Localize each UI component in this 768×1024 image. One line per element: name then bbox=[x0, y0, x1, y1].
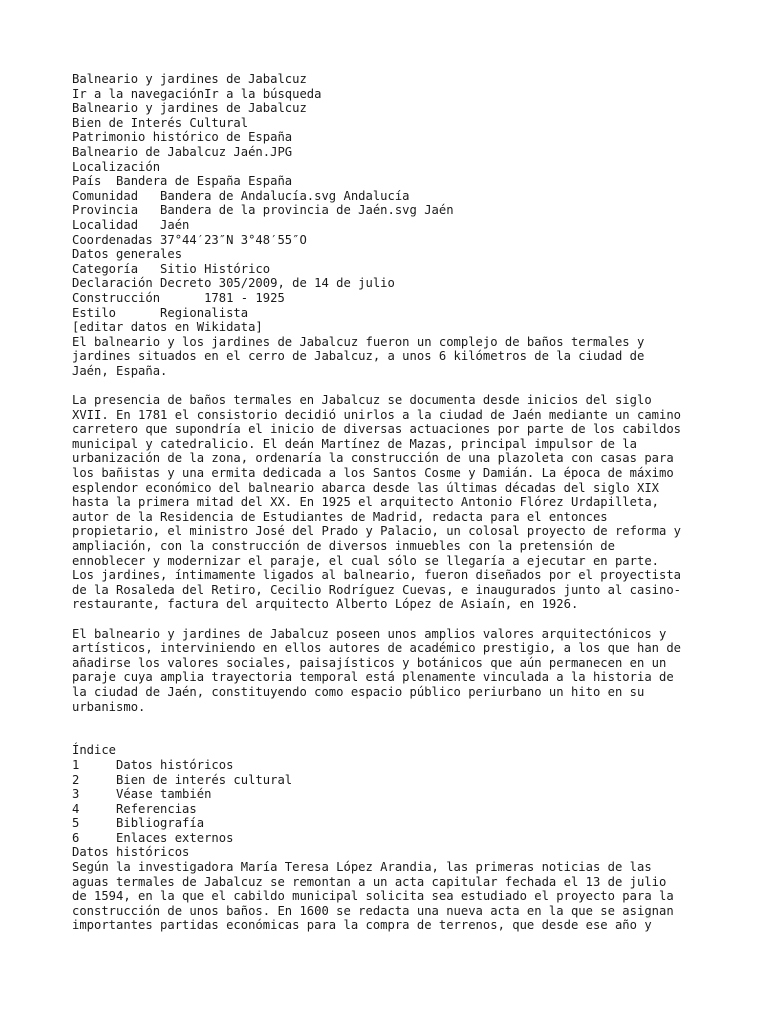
text-line: XVII. En 1781 el consistorio decidió unirlos a la ciudad de Jaén mediante un camino bbox=[72, 407, 682, 422]
section-heading-history: Datos históricos bbox=[72, 845, 190, 860]
text-line: esplendor económico del balneario abarca desde las últimas décadas del siglo XIX bbox=[72, 480, 659, 495]
text-line: hasta la primera mitad del XX. En 1925 el arquitecto Antonio Flórez Urdapilleta, bbox=[72, 495, 659, 510]
text-line: Según la investigadora María Teresa López Arandia, las primeras noticias de las bbox=[72, 860, 652, 875]
infobox-row-category: Categoría Sitio Histórico bbox=[72, 261, 271, 276]
text-line: municipal y catedralicio. El deán Martínez de Mazas, principal impulsor de la bbox=[72, 436, 637, 451]
article-title: Balneario y jardines de Jabalcuz bbox=[72, 72, 307, 86]
infobox-row-coordinates: Coordenadas 37°44′23″N 3°48′55″O bbox=[72, 232, 307, 247]
values-paragraph bbox=[72, 627, 712, 715]
toc-item-4[interactable]: 4 Referencias bbox=[72, 801, 197, 816]
skip-links: Ir a la navegaciónIr a la búsqueda bbox=[72, 86, 322, 101]
infobox-row-locality: Localidad Jaén bbox=[72, 217, 190, 232]
text-line: los bañistas y una ermita dedicada a los Santos Cosme y Damián. La época de máximo bbox=[72, 466, 674, 481]
table-of-contents bbox=[72, 743, 712, 860]
text-line: Los jardines, íntimamente ligados al balneario, fueron diseñados por el proyectista bbox=[72, 568, 682, 583]
paragraph-gap bbox=[72, 612, 712, 627]
paragraph-gap bbox=[72, 378, 712, 393]
infobox-title: Balneario y jardines de Jabalcuz bbox=[72, 101, 307, 116]
section-gap bbox=[72, 714, 712, 743]
text-line: El balneario y los jardines de Jabalcuz fueron un complejo de baños termales y bbox=[72, 334, 645, 349]
text-line: Jaén, España. bbox=[72, 363, 168, 378]
text-line: ennoblecer y modernizar el paraje, el cual sólo se llegaría a ejecutar en parte. bbox=[72, 553, 659, 568]
text-line: jardines situados en el cerro de Jabalcuz, a unos 6 kilómetros de la ciudad de bbox=[72, 349, 645, 364]
infobox-row-style: Estilo Regionalista bbox=[72, 305, 249, 320]
infobox-subcategory: Patrimonio histórico de España bbox=[72, 130, 293, 145]
infobox-image-caption: Balneario de Jabalcuz Jaén.JPG bbox=[72, 144, 293, 159]
text-line: artísticos, interviniendo en ellos autores de académico prestigio, a los que han de bbox=[72, 641, 682, 656]
infobox-row-declaration: Declaración Decreto 305/2009, de 14 de julio bbox=[72, 276, 395, 291]
infobox-row-country: País Bandera de España España bbox=[72, 174, 293, 189]
text-line: importantes partidas económicas para la compra de terrenos, que desde ese año y bbox=[72, 918, 652, 933]
infobox-category: Bien de Interés Cultural bbox=[72, 115, 249, 130]
toc-item-3[interactable]: 3 Véase también bbox=[72, 787, 212, 802]
text-line: ampliación, con la construcción de diversos inmuebles con la pretensión de bbox=[72, 539, 615, 553]
text-line: carretero que supondría el inicio de diversas actuaciones por parte de los cabildos bbox=[72, 422, 682, 437]
toc-title: Índice bbox=[72, 743, 117, 758]
infobox-section-location: Localización bbox=[72, 159, 161, 174]
infobox-section-general: Datos generales bbox=[72, 247, 183, 262]
text-line: urbanismo. bbox=[72, 699, 146, 714]
text-line: urbanización de la zona, ordenaría la construcción de una plazoleta con casas para bbox=[72, 451, 674, 466]
toc-item-1[interactable]: 1 Datos históricos bbox=[72, 757, 234, 772]
infobox-row-province: Provincia Bandera de la provincia de Jaén.svg Jaén bbox=[72, 203, 454, 218]
intro-paragraph bbox=[72, 335, 712, 379]
infobox bbox=[72, 72, 712, 335]
toc-item-5[interactable]: 5 Bibliografía bbox=[72, 816, 205, 831]
history-section-paragraph bbox=[72, 860, 712, 933]
text-line: restaurante, factura del arquitecto Alberto López de Asiaín, en 1926. bbox=[72, 597, 579, 612]
toc-item-6[interactable]: 6 Enlaces externos bbox=[72, 830, 234, 845]
history-paragraph bbox=[72, 393, 712, 612]
text-line: La presencia de baños termales en Jabalcuz se documenta desde inicios del siglo bbox=[72, 393, 652, 408]
text-line: la ciudad de Jaén, constituyendo como espacio público periurbano un hito en su bbox=[72, 684, 645, 699]
text-line: El balneario y jardines de Jabalcuz poseen unos amplios valores arquitectónicos y bbox=[72, 626, 667, 641]
text-line: propietario, el ministro José del Prado y Palacio, un colosal proyecto de reforma y bbox=[72, 524, 682, 539]
text-line: aguas termales de Jabalcuz se remontan a un acta capitular fechada el 13 de julio bbox=[72, 874, 667, 889]
infobox-row-construction: Construcción 1781 - 1925 bbox=[72, 290, 285, 305]
toc-item-2[interactable]: 2 Bien de interés cultural bbox=[72, 772, 293, 787]
edit-wikidata-link: [editar datos en Wikidata] bbox=[72, 320, 263, 335]
document-page bbox=[72, 72, 712, 933]
text-line: autor de la Residencia de Estudiantes de Madrid, redacta para el entonces bbox=[72, 509, 608, 524]
infobox-row-community: Comunidad Bandera de Andalucía.svg Andalucía bbox=[72, 188, 410, 203]
text-line: de 1594, en la que el cabildo municipal solicita sea estudiado el proyecto para la bbox=[72, 889, 674, 904]
text-line: de la Rosaleda del Retiro, Cecilio Rodríguez Cuevas, e inaugurados junto al casino- bbox=[72, 582, 682, 597]
text-line: añadirse los valores sociales, paisajísticos y botánicos que aún permanecen en un bbox=[72, 655, 667, 670]
text-line: construcción de unos baños. En 1600 se redacta una nueva acta en la que se asignan bbox=[72, 903, 674, 918]
text-line: paraje cuya amplia trayectoria temporal está plenamente vinculada a la historia de bbox=[72, 670, 674, 685]
